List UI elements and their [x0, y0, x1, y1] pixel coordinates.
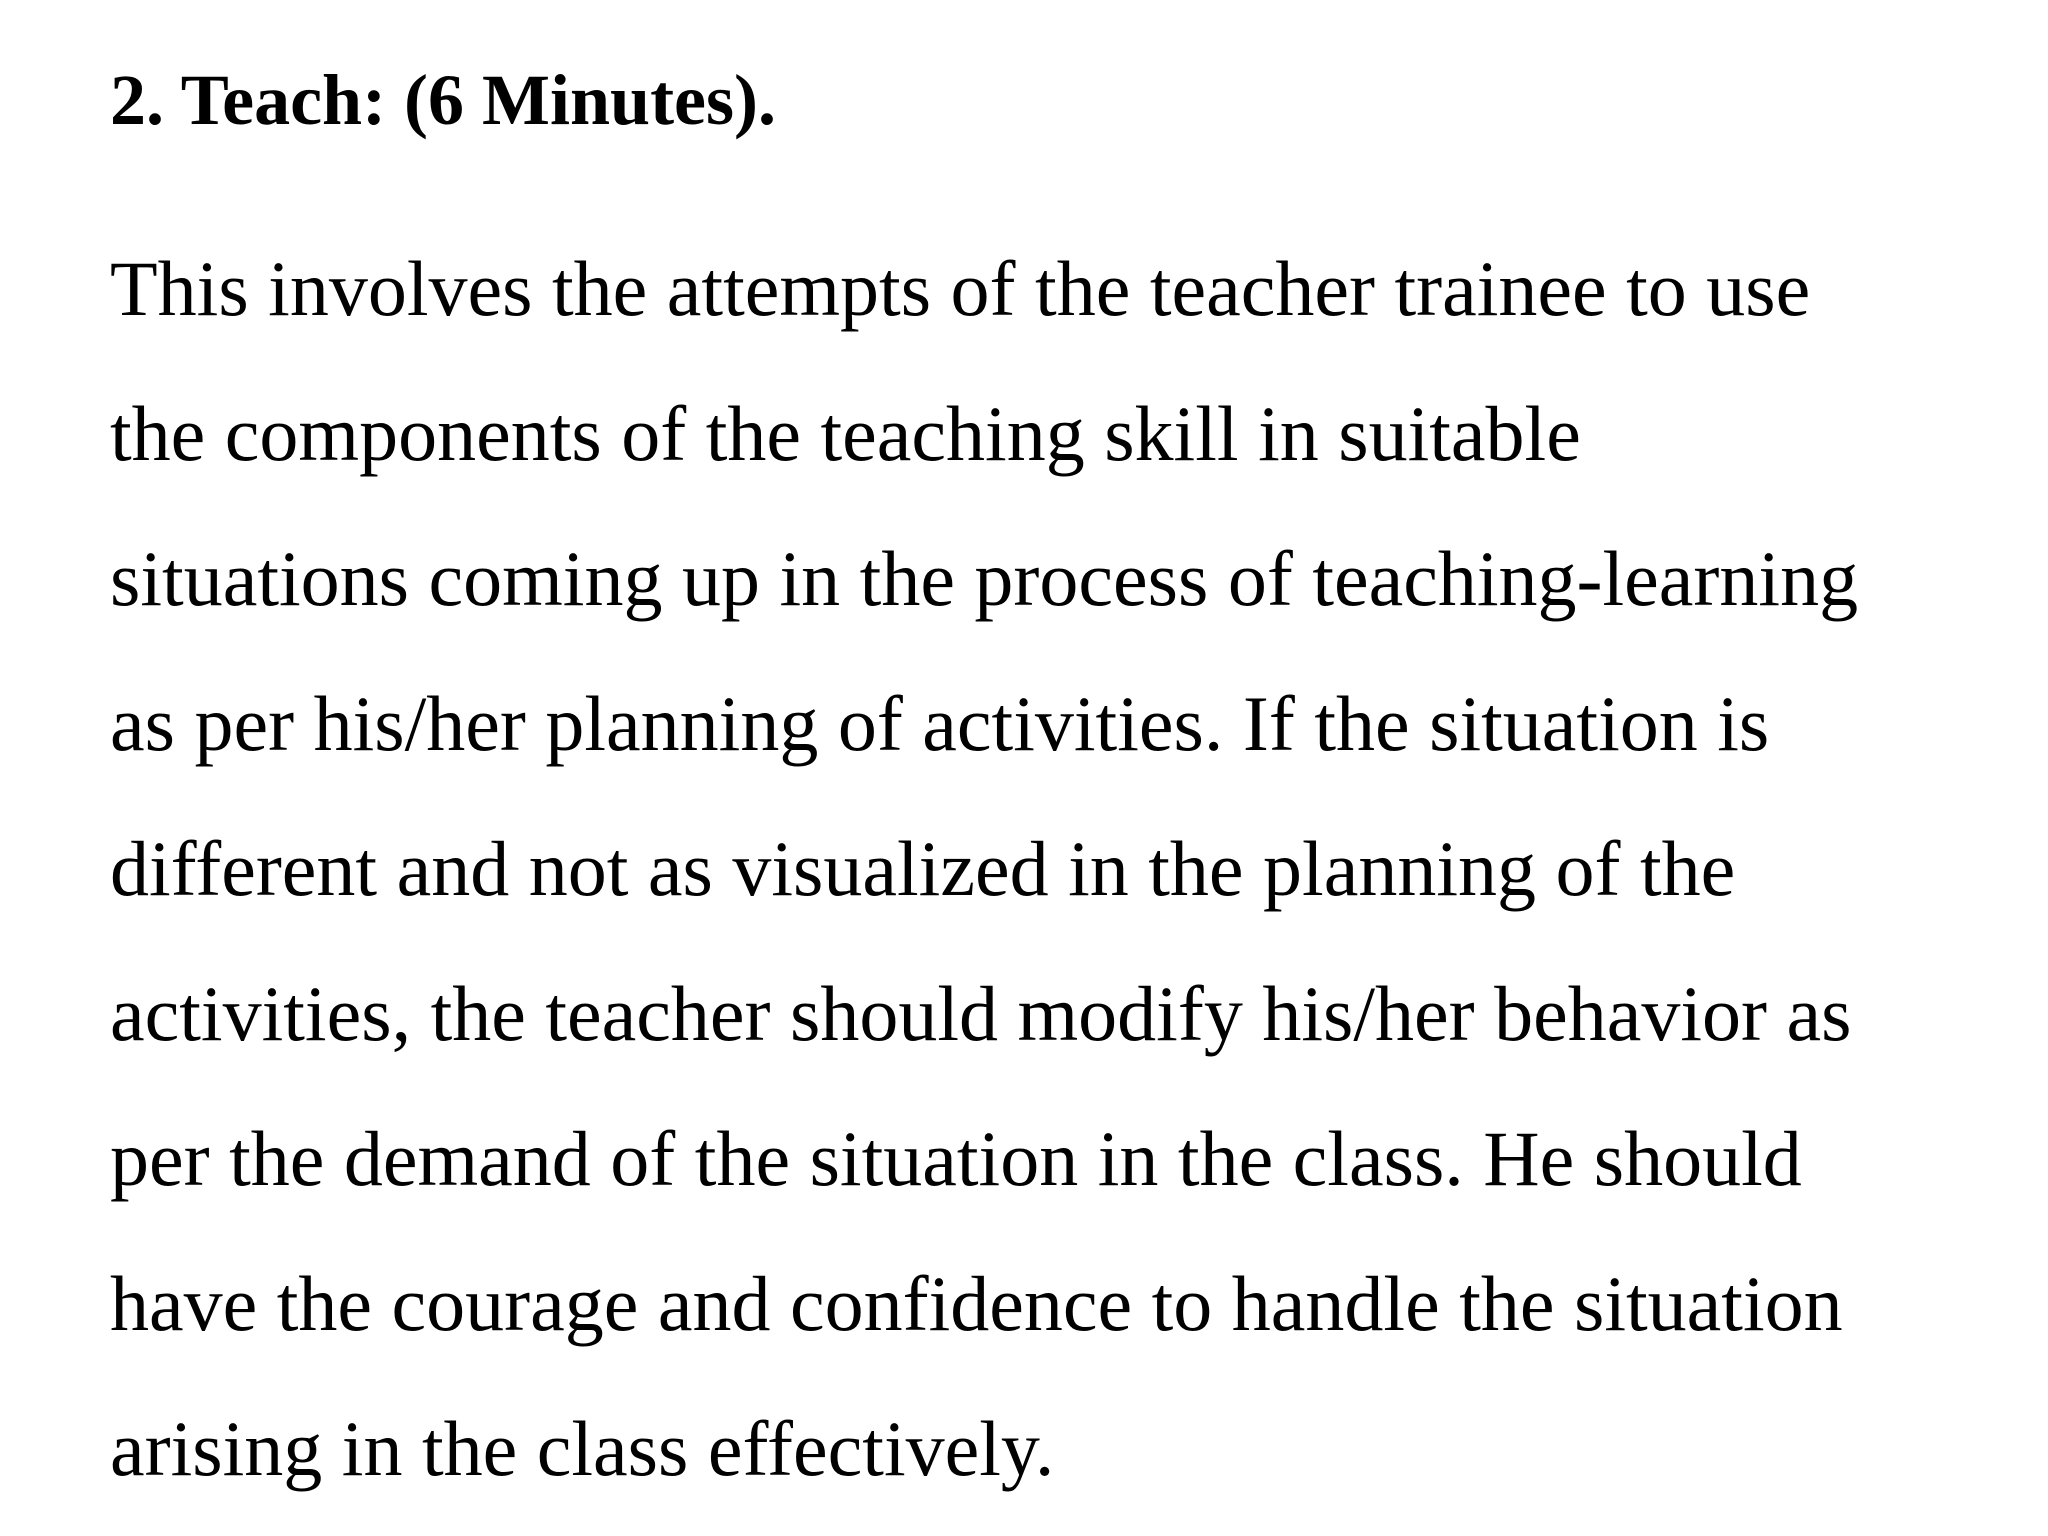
section-heading: 2. Teach: (6 Minutes). [110, 60, 776, 140]
paragraph-line: as per his/her planning of activities. If the situation is [110, 680, 1770, 767]
paragraph-line: arising in the class effectively. [110, 1405, 1055, 1492]
paragraph-line: activities, the teacher should modify his/her behavior as [110, 970, 1852, 1057]
paragraph-line: different and not as visualized in the planning of the [110, 825, 1736, 912]
paragraph-line: the components of the teaching skill in suitable [110, 390, 1581, 477]
paragraph-line: This involves the attempts of the teacher trainee to use [110, 245, 1811, 332]
paragraph-line: per the demand of the situation in the class. He should [110, 1115, 1802, 1202]
paragraph-line: situations coming up in the process of teaching-learning [110, 535, 1859, 622]
section-paragraph [110, 216, 1858, 1521]
paragraph-line: have the courage and confidence to handle the situation [110, 1260, 1843, 1347]
